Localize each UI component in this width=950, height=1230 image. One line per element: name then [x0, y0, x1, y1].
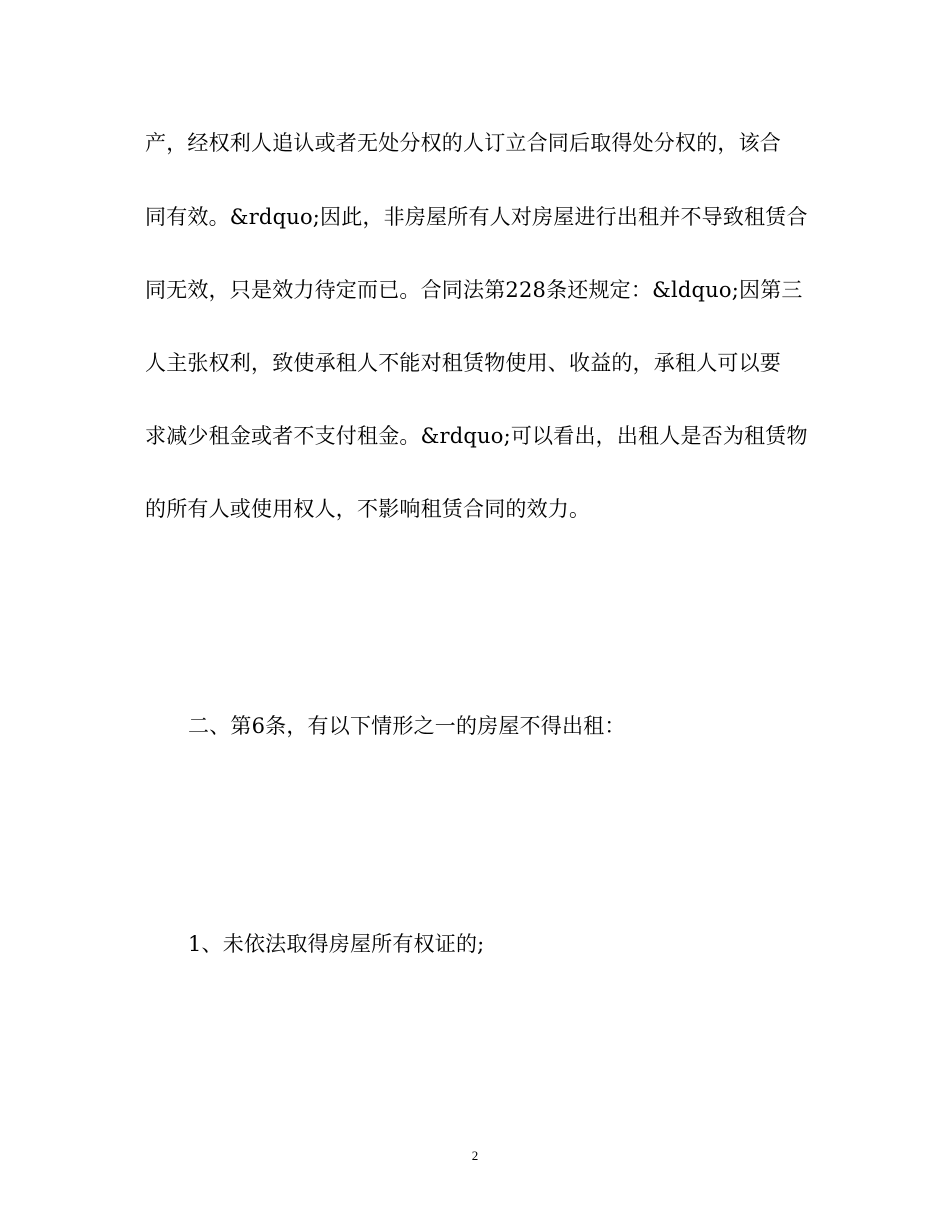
page-number: 2 [471, 1148, 479, 1163]
paragraph-line-1: 产，经权利人追认或者无处分权的人订立合同后取得处分权的，该合 [145, 131, 781, 155]
list-item: 1、未依法取得房屋所有权证的; [188, 932, 485, 956]
paragraph-line-3: 同无效，只是效力待定而已。合同法第228条还规定：&ldquo;因第三 [145, 278, 803, 302]
paragraph-line-2: 同有效。&rdquo;因此，非房屋所有人对房屋进行出租并不导致租赁合 [145, 205, 808, 229]
paragraph-line-6: 的所有人或使用权人，不影响租赁合同的效力。 [145, 497, 591, 521]
paragraph-line-5: 求减少租金或者不支付租金。&rdquo;可以看出，出租人是否为租赁物 [145, 424, 808, 448]
section-heading: 二、第6条，有以下情形之一的房屋不得出租： [188, 714, 626, 738]
paragraph-line-4: 人主张权利，致使承租人不能对租赁物使用、收益的，承租人可以要 [145, 351, 781, 375]
